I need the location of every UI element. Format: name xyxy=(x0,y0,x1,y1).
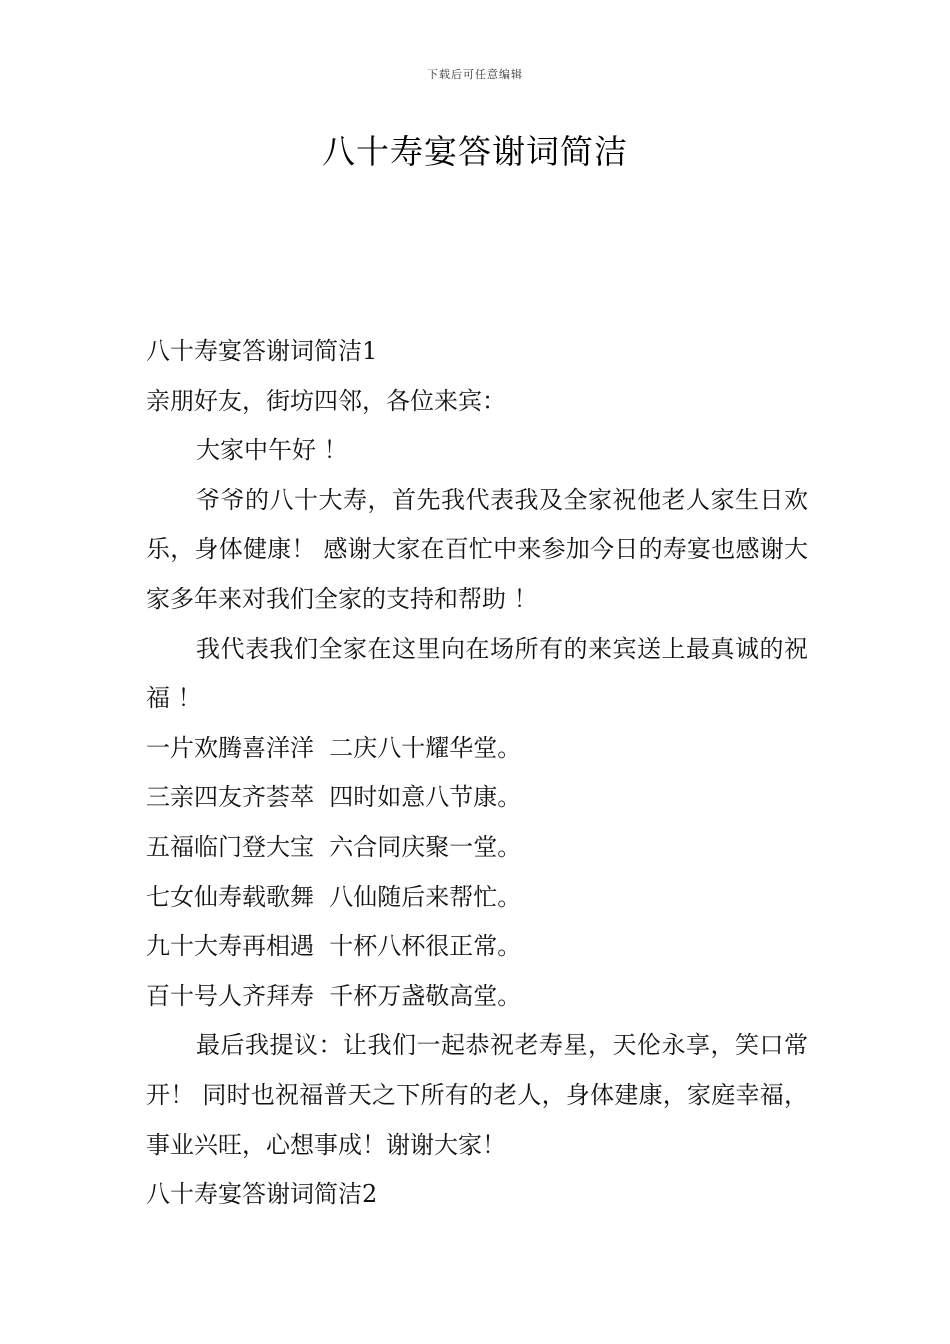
poem-line: 百十号人齐拜寿 千杯万盏敬高堂。 xyxy=(146,981,522,1010)
section-heading-1: 八十寿宴答谢词简洁1 xyxy=(146,337,378,365)
poem-line: 九十大寿再相遇 十杯八杯很正常。 xyxy=(146,932,522,961)
paragraph-blessing: 我代表我们全家在这里向在场所有的来宾送上最真诚的祝福 ！ xyxy=(146,634,808,713)
poem-line: 五福临门登大宝 六合同庆聚一堂。 xyxy=(146,832,522,861)
section-heading-2: 八十寿宴答谢词简洁2 xyxy=(146,1180,378,1209)
salutation: 亲朋好友，街坊四邻，各位来宾： xyxy=(146,386,506,415)
poem-line: 三亲四友齐荟萃 四时如意八节康。 xyxy=(146,783,522,812)
document-title: 八十寿宴答谢词简洁 xyxy=(322,132,628,171)
poem-line: 一片欢腾喜洋洋 二庆八十耀华堂。 xyxy=(146,733,522,762)
page-header-note: 下载后可任意编辑 xyxy=(427,68,523,81)
paragraph-closing: 最后我提议：让我们一起恭祝老寿星，天伦永享，笑口常开！ 同时也祝福普天之下所有的老人，身体建康，家庭幸福，事业兴旺，心想事成！谢谢大家！ xyxy=(146,1031,808,1159)
greeting: 大家中午好 ！ xyxy=(196,436,348,465)
document-body xyxy=(146,327,808,1220)
paragraph-thanks: 爷爷的八十大寿，首先我代表我及全家祝他老人家生日欢乐，身体健康！ 感谢大家在百忙中来参加今日的寿宴也感谢大家多年来对我们全家的支持和帮助 ！ xyxy=(146,485,808,613)
poem-line: 七女仙寿载歌舞 八仙随后来帮忙。 xyxy=(146,882,522,911)
